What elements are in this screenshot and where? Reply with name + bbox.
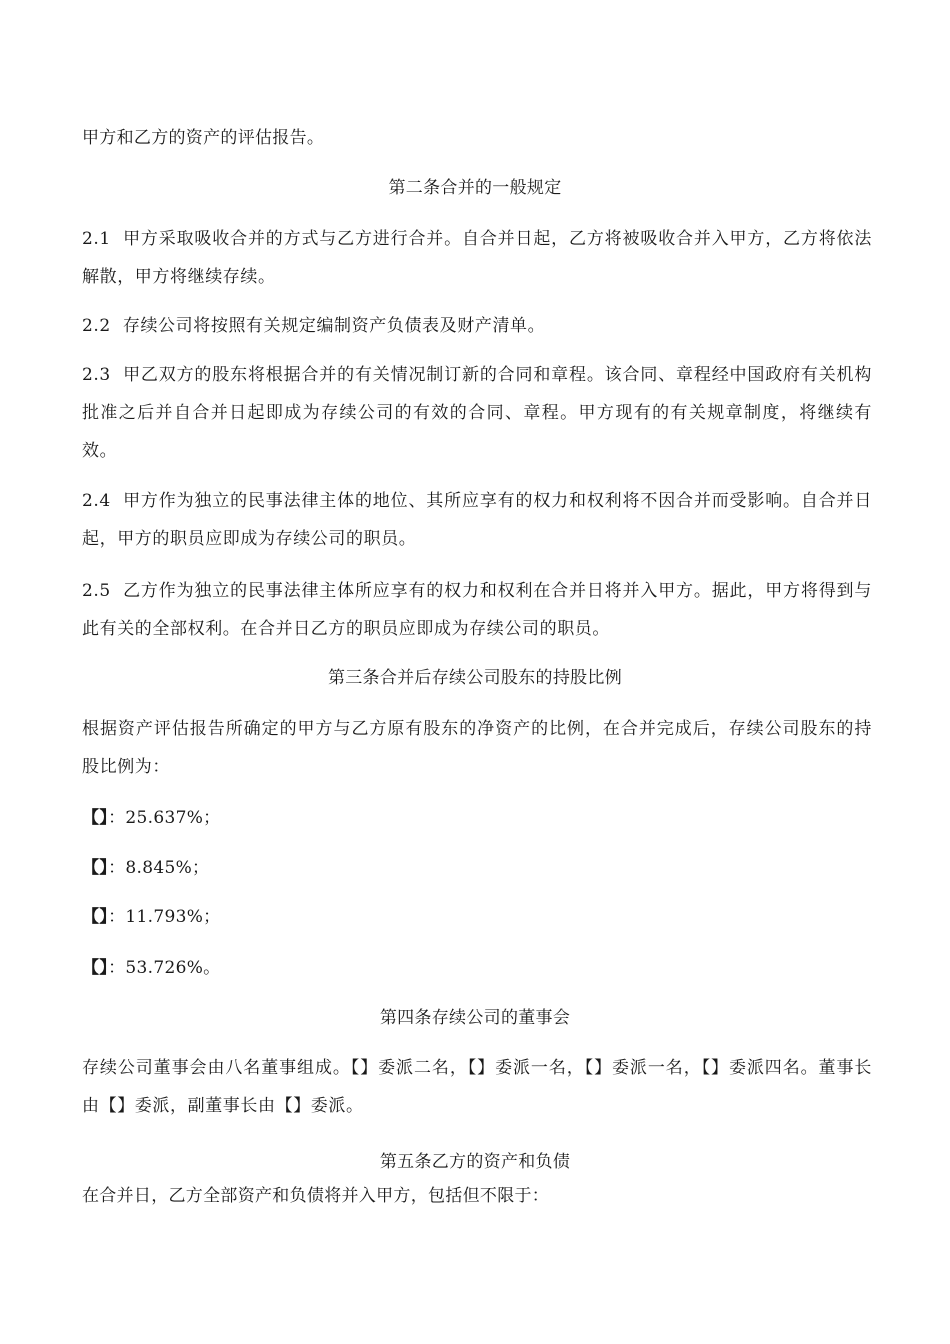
article-3-intro: 根据资产评估报告所确定的甲方与乙方原有股东的净资产的比例，在合并完成后，存续公司股东的持股比例为： — [82, 719, 872, 777]
holding-value: ：11.793%； — [108, 907, 221, 927]
clause-text: 甲方作为独立的民事法律主体的地位、其所应享有的权力和权利将不因合并而受影响。自合并日起，甲方的职员应即成为存续公司的职员。 — [82, 491, 872, 549]
clause-number: 2.3 — [82, 365, 111, 385]
clause-text: 乙方作为独立的民事法律主体所应享有的权力和权利在合并日将并入甲方。据此，甲方将得到与此有关的全部权利。在合并日乙方的职员应即成为存续公司的职员。 — [82, 581, 872, 639]
clause-2-4 — [82, 482, 872, 558]
clause-2-3 — [82, 356, 872, 470]
article-4-heading: 第四条存续公司的董事会 — [379, 1008, 571, 1028]
clause-2-2 — [82, 307, 872, 345]
holding-row — [82, 806, 872, 830]
article-5-text: 在合并日，乙方全部资产和负债将并入甲方，包括但不限于： — [82, 1186, 550, 1206]
article-5-heading: 第五条乙方的资产和负债 — [379, 1152, 571, 1172]
clause-text: 甲方采取吸收合并的方式与乙方进行合并。自合并日起，乙方将被吸收合并入甲方，乙方将依法解散，甲方将继续存续。 — [82, 229, 872, 287]
placeholder-bracket: 【】 — [82, 958, 109, 978]
holding-row — [82, 856, 872, 880]
clause-number: 2.4 — [82, 491, 111, 511]
placeholder-bracket: 【】 — [82, 808, 109, 828]
clause-number: 2.2 — [82, 316, 111, 336]
clause-2-5 — [82, 572, 872, 648]
holding-value: ：8.845%； — [108, 858, 210, 878]
holding-row — [82, 956, 872, 980]
holding-value: ：53.726%。 — [108, 958, 221, 978]
article-4-text: 存续公司董事会由八名董事组成。【】委派二名，【】委派一名，【】委派一名，【】委派四名。董事长由【】委派，副董事长由【】委派。 — [82, 1058, 872, 1116]
intro-tail-text: 甲方和乙方的资产的评估报告。 — [82, 128, 325, 148]
holding-value: ：25.637%； — [108, 808, 221, 828]
holding-row — [82, 905, 872, 929]
placeholder-bracket: 【】 — [82, 858, 109, 878]
article-2-heading: 第二条合并的一般规定 — [388, 178, 562, 198]
placeholder-bracket: 【】 — [82, 907, 109, 927]
clause-text: 甲乙双方的股东将根据合并的有关情况制订新的合同和章程。该合同、章程经中国政府有关机构批准之后并自合并日起即成为存续公司的有效的合同、章程。甲方现有的有关规章制度，将继续有效。 — [82, 365, 872, 461]
article-3-heading: 第三条合并后存续公司股东的持股比例 — [327, 668, 623, 688]
clause-number: 2.1 — [82, 229, 111, 249]
clause-2-1 — [82, 220, 872, 296]
clause-number: 2.5 — [82, 581, 111, 601]
clause-text: 存续公司将按照有关规定编制资产负债表及财产清单。 — [122, 316, 546, 336]
